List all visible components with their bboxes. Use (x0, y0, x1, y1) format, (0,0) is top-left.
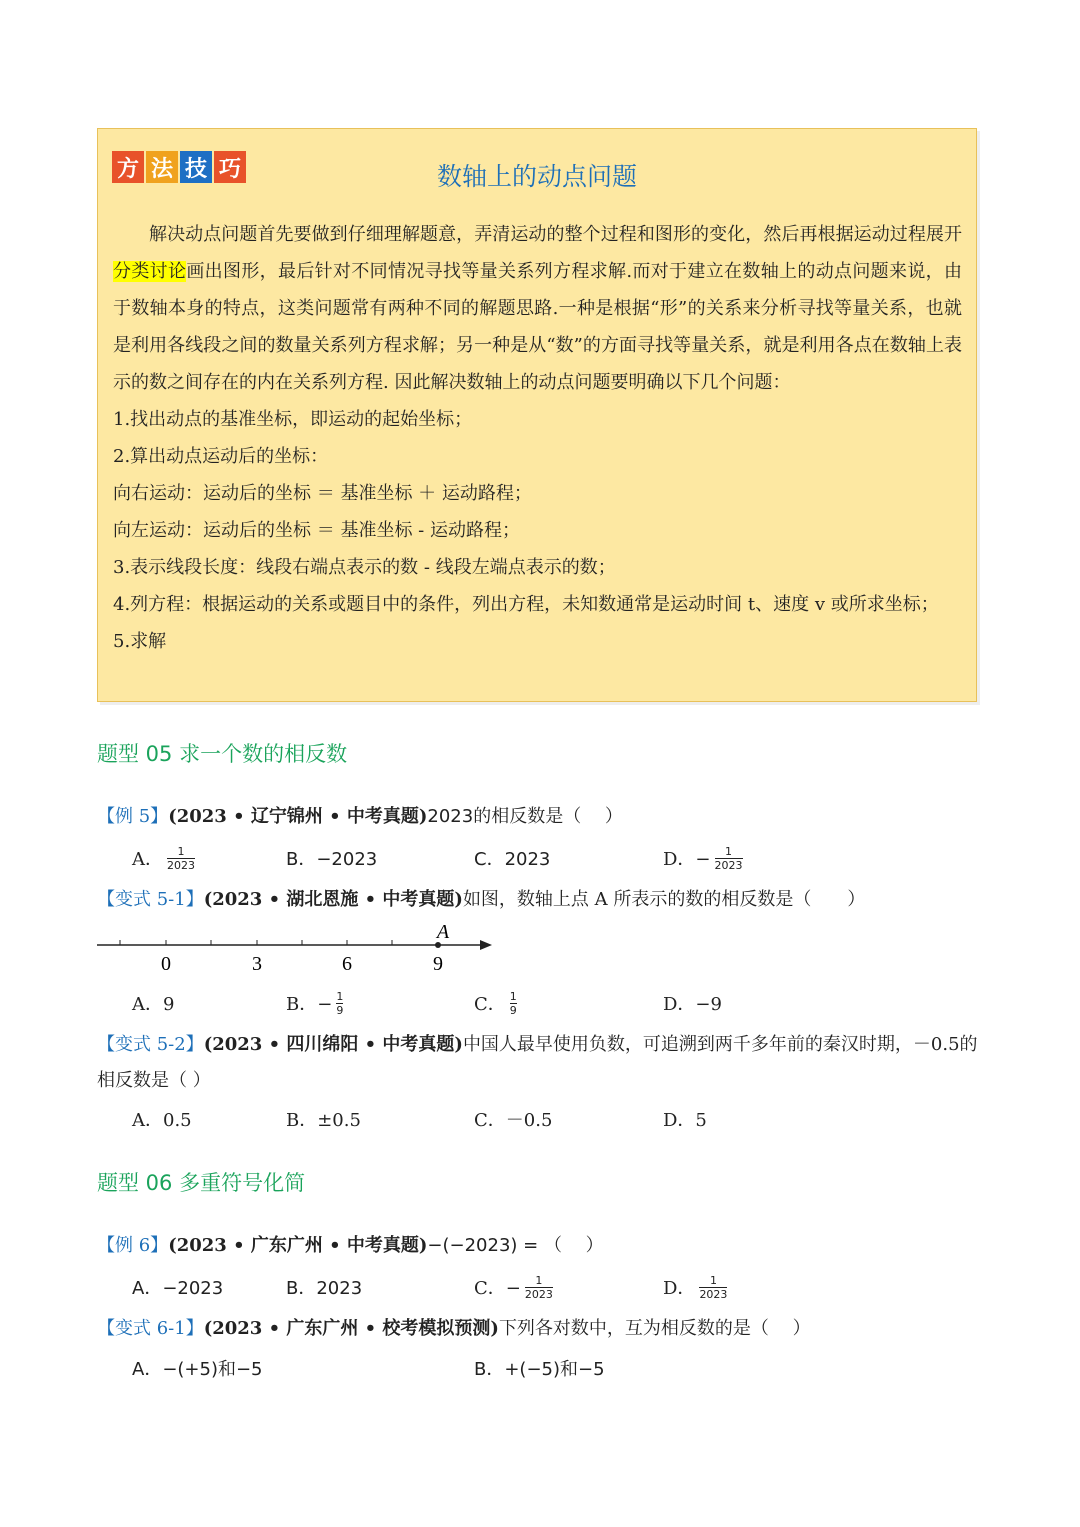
option-b[interactable]: B．+(−5)和−5 (474, 1359, 605, 1380)
question-stem: −(−2023) = （ ） (427, 1235, 604, 1256)
badge-char: 法 (146, 151, 178, 183)
option-a[interactable] (132, 840, 195, 876)
option-b[interactable]: B．2023 (286, 1278, 363, 1299)
denominator: 2023 (167, 858, 195, 872)
numerator: 1 (336, 989, 344, 1003)
tick-label: 6 (342, 953, 352, 975)
question-stem: 2023的相反数是（ ） (427, 806, 623, 827)
intro-text-a: 解决动点问题首先要做到仔细理解题意，弄清运动的整个过程和图形的变化，然后再根据运动过程展开 (149, 224, 962, 245)
highlighted-term: 分类讨论 (113, 261, 187, 282)
intro-text-b: 画出图形，最后针对不同情况寻找等量关系列方程求解.而对于建立在数轴上的动点问题来说，由于数轴本身的特点，这类问题常有两种不同的解题思路.一种是根据“形”的关系来分析寻找等量关系，也就是利用各线段之间的数量关系列方程求解；另一种是从“数”的方面寻找等量关系，就是利用各点在数轴上表示的数之间存在的内在关系列方程. 因此解决数轴上的动点问题要明确以下几个问题： (113, 261, 963, 393)
question-example-6 (97, 1228, 983, 1264)
question-variant-5-1 (97, 882, 983, 918)
option-d[interactable]: D．−9 (663, 994, 722, 1015)
section-title-05: 题型 05 求一个数的相反数 (97, 742, 348, 766)
question-tag: 【例 5】 (97, 806, 169, 827)
option-a[interactable]: A．−2023 (132, 1278, 224, 1299)
option-d[interactable]: D．5 (663, 1110, 707, 1131)
question-stem: 如图，数轴上点 A 所表示的数的相反数是（ ） (462, 889, 866, 910)
option-c[interactable] (474, 985, 517, 1021)
step-line: 向左运动：运动后的坐标 ＝ 基准坐标 - 运动路程； (113, 520, 520, 541)
denominator: 2023 (524, 1287, 553, 1301)
option-c[interactable] (474, 1269, 553, 1305)
option-label: D．− (663, 849, 711, 870)
badge-char: 方 (112, 151, 144, 183)
question-variant-5-2 (97, 1027, 983, 1099)
method-box-body (113, 216, 962, 660)
fraction (336, 991, 343, 1016)
badge-char: 巧 (214, 151, 246, 183)
method-box-title: 数轴上的动点问题 (436, 162, 637, 191)
question-example-5 (97, 799, 983, 835)
badge-char: 技 (180, 151, 212, 183)
number-line-figure (97, 918, 497, 978)
question-source: (2023 • 广东广州 • 中考真题) (168, 1235, 428, 1256)
arrow-head-icon (480, 940, 492, 950)
fraction (167, 846, 195, 871)
option-label: B．− (286, 994, 333, 1015)
question-source: (2023 • 湖北恩施 • 中考真题) (203, 889, 463, 910)
option-c[interactable]: C．－0.5 (474, 1110, 553, 1131)
option-c[interactable]: C．2023 (474, 849, 551, 870)
question-source: (2023 • 四川绵阳 • 中考真题) (203, 1034, 463, 1055)
numerator: 1 (509, 989, 517, 1003)
option-label: C． (474, 994, 506, 1015)
denominator: 2023 (699, 1287, 728, 1301)
fraction (510, 991, 517, 1016)
question-tag: 【变式 6-1】 (97, 1318, 204, 1339)
question-tag: 【变式 5-1】 (97, 889, 204, 910)
step-line: 3.表示线段长度：线段右端点表示的数 - 线段左端点表示的数； (113, 557, 616, 578)
denominator: 9 (509, 1003, 517, 1017)
option-d[interactable] (663, 840, 743, 876)
question-source: (2023 • 辽宁锦州 • 中考真题) (168, 806, 428, 827)
fraction (699, 1275, 727, 1300)
step-line: 5.求解 (113, 631, 167, 652)
method-tips-box (97, 128, 977, 702)
option-b[interactable]: B．±0.5 (286, 1110, 361, 1131)
fraction (525, 1275, 553, 1300)
question-stem: 下列各对数中，互为相反数的是（ ） (498, 1318, 811, 1339)
question-variant-6-1 (97, 1311, 983, 1347)
step-line: 向右运动：运动后的坐标 ＝ 基准坐标 ＋ 运动路程； (113, 483, 532, 504)
point-a-label: A (436, 921, 450, 943)
fraction (715, 846, 743, 871)
denominator: 2023 (714, 858, 743, 872)
numerator: 1 (535, 1273, 543, 1287)
option-label: A． (132, 849, 163, 870)
intro-paragraph (113, 216, 962, 401)
tick-label: 0 (161, 953, 171, 975)
step-line: 2.算出动点运动后的坐标： (113, 446, 329, 467)
option-b[interactable]: B．−2023 (286, 849, 378, 870)
numerator: 1 (709, 1273, 717, 1287)
option-d[interactable] (663, 1269, 727, 1305)
denominator: 9 (336, 1003, 344, 1017)
question-tag: 【变式 5-2】 (97, 1034, 204, 1055)
step-line: 4.列方程：根据运动的关系或题目中的条件，列出方程，未知数通常是运动时间 t、速度 v 或所求坐标； (113, 594, 939, 615)
option-a[interactable]: A．0.5 (132, 1110, 192, 1131)
question-tag: 【例 6】 (97, 1235, 169, 1256)
tick-label: 9 (433, 953, 443, 975)
option-a[interactable]: A．9 (132, 994, 175, 1015)
option-label: D． (663, 1278, 696, 1299)
tick-label: 3 (252, 953, 262, 975)
numerator: 1 (725, 844, 733, 858)
option-a[interactable]: A．−(+5)和−5 (132, 1359, 263, 1380)
option-b[interactable] (286, 985, 343, 1021)
step-line: 1.找出动点的基准坐标，即运动的起始坐标； (113, 409, 473, 430)
option-label: C．− (474, 1278, 521, 1299)
question-source: (2023 • 广东广州 • 校考模拟预测) (203, 1318, 499, 1339)
question-stem: 中国人最早使用负数，可追溯到两千多年前的秦汉时期，－0.5的相反数是（ ） (97, 1034, 978, 1091)
numerator: 1 (177, 844, 185, 858)
section-title-06: 题型 06 多重符号化简 (97, 1171, 306, 1195)
